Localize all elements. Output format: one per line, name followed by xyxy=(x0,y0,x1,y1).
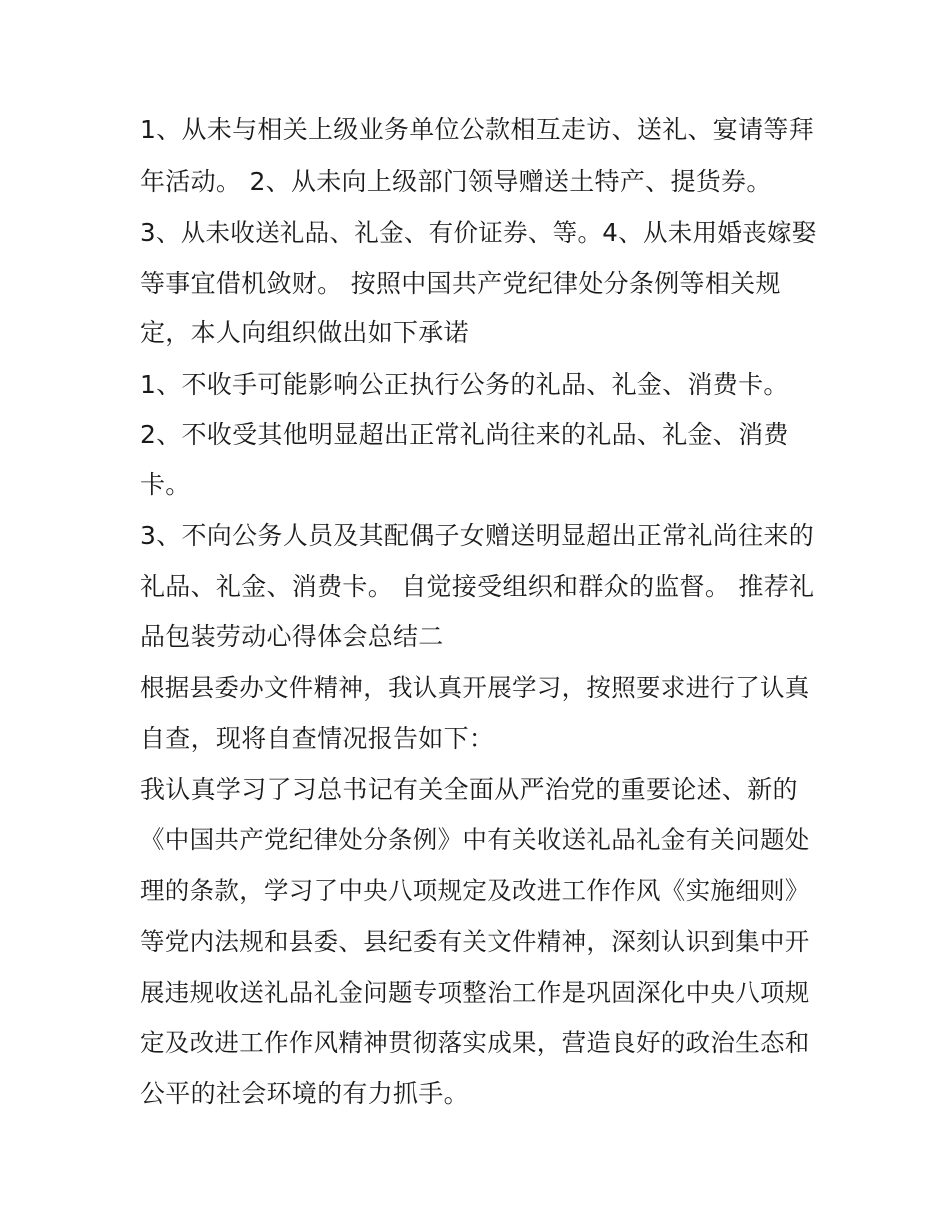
text-line: 卡。 xyxy=(140,470,191,499)
text-line: 展违规收送礼品礼金问题专项整治工作是巩固深化中央八项规 xyxy=(140,978,810,1007)
text-line: 定，本人向组织做出如下承诺 xyxy=(140,318,469,347)
text-line: 等事宜借机敛财。 按照中国共产党纪律处分条例等相关规 xyxy=(140,269,781,298)
text-line: 1、从未与相关上级业务单位公款相互走访、送礼、宴请等拜 xyxy=(140,115,815,144)
text-line: 2、不收受其他明显超出正常礼尚往来的礼品、礼金、消费 xyxy=(140,420,789,449)
text-line: 定及改进工作作风精神贯彻落实成果，营造良好的政治生态和 xyxy=(140,1028,810,1057)
text-line: 1、不收手可能影响公正执行公务的礼品、礼金、消费卡。 xyxy=(140,370,789,399)
text-line: 公平的社会环境的有力抓手。 xyxy=(140,1079,469,1108)
text-line: 理的条款，学习了中央八项规定及改进工作作风《实施细则》 xyxy=(140,876,810,905)
text-line: 等党内法规和县委、县纪委有关文件精神，深刻认识到集中开 xyxy=(140,927,810,956)
text-line: 自查，现将自查情况报告如下： xyxy=(140,724,495,753)
text-line: 3、从未收送礼品、礼金、有价证券、等。4、从未用婚丧嫁娶 xyxy=(140,218,817,247)
text-line: 年活动。 2、从未向上级部门领导赠送土特产、提货券。 xyxy=(140,167,772,196)
text-line: 礼品、礼金、消费卡。 自觉接受组织和群众的监督。 推荐礼 xyxy=(140,572,815,601)
text-line: 我认真学习了习总书记有关全面从严治党的重要论述、新的 xyxy=(140,775,798,804)
text-line: 品包装劳动心得体会总结二 xyxy=(140,622,444,651)
text-line: 根据县委办文件精神，我认真开展学习，按照要求进行了认真 xyxy=(140,673,810,702)
text-line: 《中国共产党纪律处分条例》中有关收送礼品礼金有关问题处 xyxy=(140,825,810,854)
text-line: 3、不向公务人员及其配偶子女赠送明显超出正常礼尚往来的 xyxy=(140,521,815,550)
